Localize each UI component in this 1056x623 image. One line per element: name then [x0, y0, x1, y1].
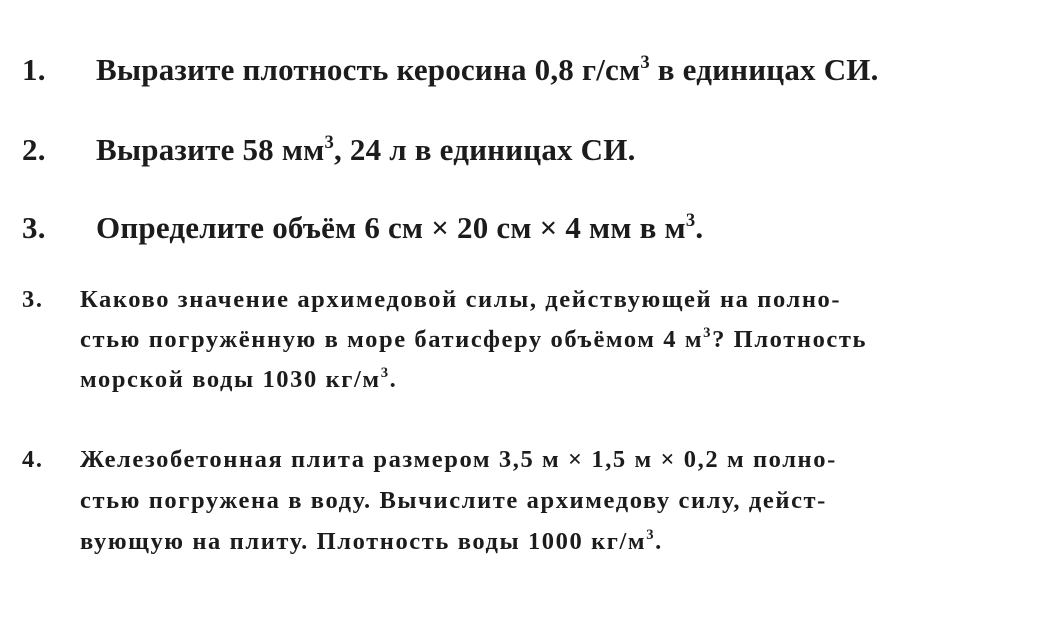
problem-text-line: Определите объём 6 см × 20 см × 4 мм в $м^3$. [96, 209, 704, 245]
problem-text-line: Выразите плотность керосина 0,8 $г/см^3$ в единицах СИ. [96, 51, 879, 87]
problem-text-line: стью погружённую в море батисферу объёмом 4 $м^3$? Плотность [80, 325, 868, 353]
problem-text-line: морской воды 1030 $кг/м^3$. [80, 365, 398, 393]
problem-number: 4. [22, 446, 44, 473]
problem-text-line: Каково значение архимедовой силы, действующей на полно- [80, 286, 842, 313]
problem-number: 3. [22, 286, 44, 313]
problem-number: 2. [22, 132, 46, 167]
problem-text-line: стью погружена в воду. Вычислите архимедову силу, дейст- [80, 487, 827, 514]
problem-text-line: Железобетонная плита размером 3,5 м × 1,5 м × 0,2 м полно- [80, 446, 837, 473]
problem-number: 1. [22, 52, 46, 87]
problem-text-line: вующую на плиту. Плотность воды 1000 $кг/м^3$. [80, 527, 663, 555]
problem-number: 3. [22, 210, 46, 245]
problem-text-line: Выразите 58 $мм^3$, 24 л в единицах СИ. [96, 131, 636, 167]
